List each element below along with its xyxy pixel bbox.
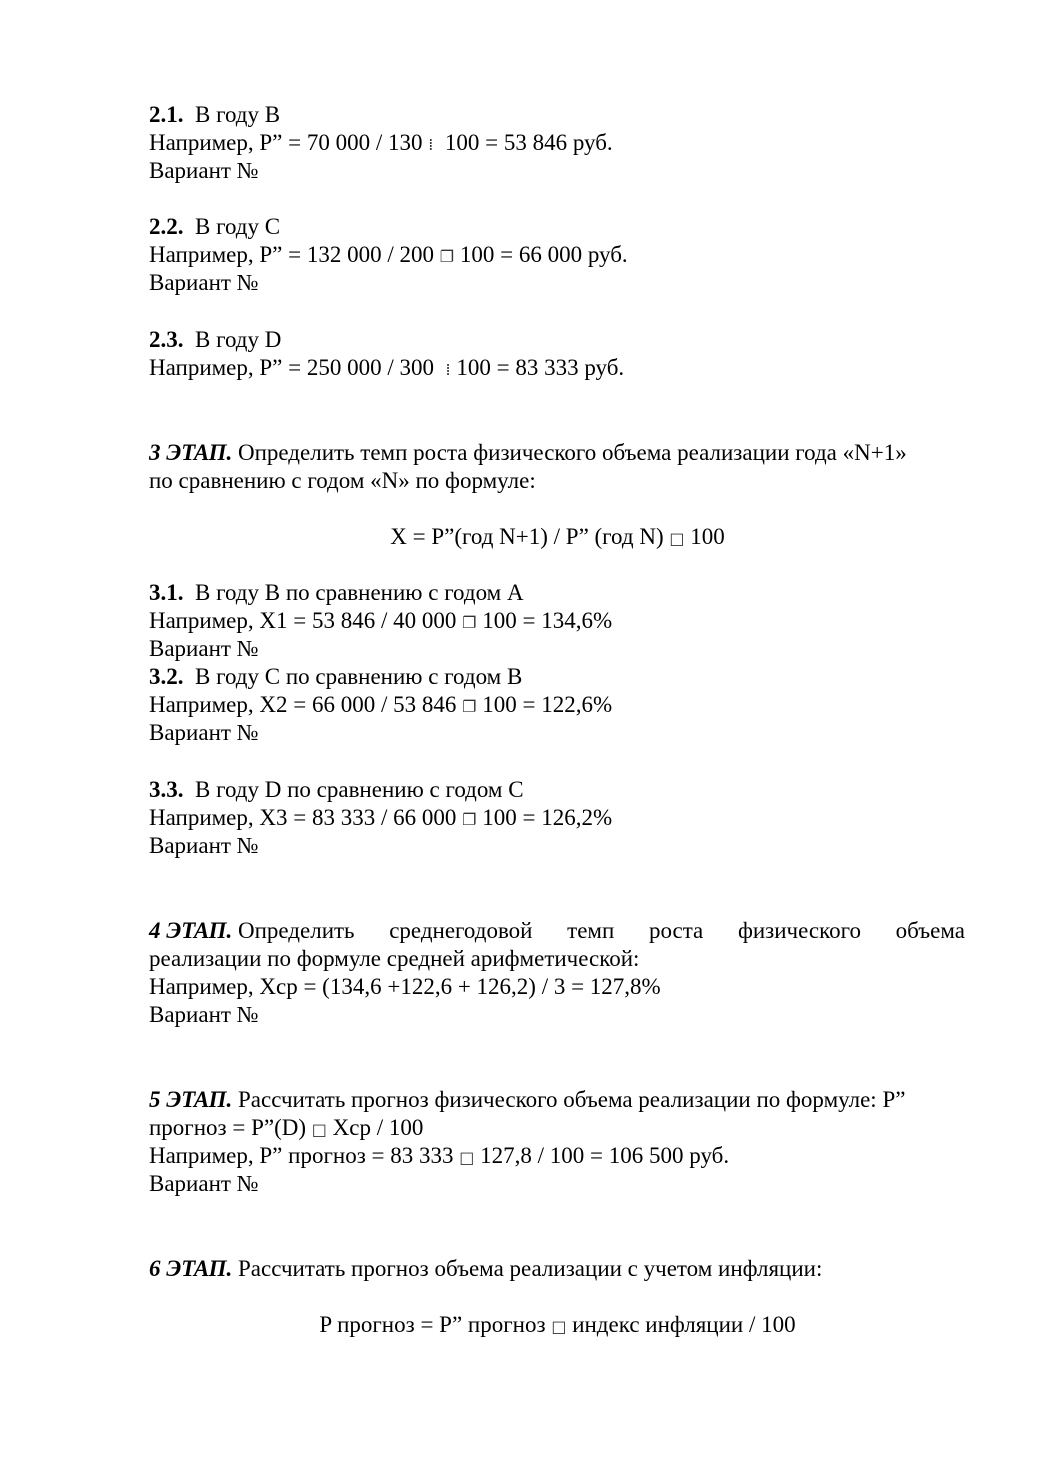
multiply-symbol-icon: ❐: [462, 810, 477, 829]
example-text: Например, P” = 250 000 / 300: [149, 355, 435, 380]
section-number: 3.3.: [149, 777, 184, 802]
section-title: В году С по сравнению с годом В: [195, 664, 523, 689]
section-title: В году D: [195, 327, 282, 352]
example-text: Например, X1 = 53 846 / 40 000: [149, 608, 457, 633]
variant-label: Вариант №: [149, 833, 259, 858]
stage-text: Рассчитать прогноз объема реализации с учетом инфляции:: [237, 1256, 823, 1281]
section-2-2-example: [149, 241, 628, 271]
example-result: 100 = 122,6%: [482, 692, 613, 717]
multiply-symbol-icon: □: [551, 1317, 567, 1336]
section-3-3-heading: [149, 776, 524, 804]
stage-6-formula: [0, 1311, 1039, 1341]
multiply-symbol-icon: □: [311, 1120, 327, 1139]
stage-4-line-1: [149, 917, 965, 945]
section-3-2-example: [149, 691, 612, 721]
variant-label: Вариант №: [149, 1171, 259, 1196]
section-number: 2.2.: [149, 214, 184, 239]
formula-text: P прогноз = P” прогноз: [319, 1312, 546, 1337]
stage-5-line-2: [149, 1114, 423, 1144]
stage-text: среднегодовой: [389, 918, 533, 943]
example-result: 127,8 / 100 = 106 500 руб.: [480, 1143, 730, 1168]
section-2-2-heading: [149, 213, 280, 241]
multiply-symbol-icon: ❐: [462, 613, 477, 632]
multiply-symbol-icon: ⁞: [445, 360, 451, 379]
multiply-symbol-icon: ⁞: [428, 135, 434, 154]
stage-label: 6 ЭТАП.: [149, 1256, 233, 1281]
example-text: Например, P” прогноз = 83 333: [149, 1143, 454, 1168]
section-title: В году D по сравнению с годом С: [195, 777, 524, 802]
example-result: 100 = 126,2%: [482, 805, 613, 830]
section-number: 3.2.: [149, 664, 184, 689]
multiply-symbol-icon: ❐: [439, 247, 455, 266]
section-title: В году С: [195, 214, 281, 239]
section-3-1-heading: [149, 579, 524, 607]
formula-text: индекс инфляции / 100: [572, 1312, 796, 1337]
section-2-3-heading: [149, 326, 281, 354]
stage-label: 3 ЭТАП.: [149, 440, 233, 465]
section-2-1-heading: [149, 101, 280, 129]
stage-6-line-1: [149, 1255, 822, 1283]
stage-text: роста: [648, 918, 704, 943]
stage-label: 5 ЭТАП.: [149, 1087, 233, 1112]
variant-label: Вариант №: [149, 158, 259, 183]
section-number: 2.3.: [149, 327, 184, 352]
stage-4-first-word: [149, 917, 355, 945]
section-3-2-heading: [149, 663, 522, 691]
stage-label: 4 ЭТАП.: [149, 918, 233, 943]
formula-text: Xср / 100: [332, 1115, 424, 1140]
example-text: Например, X2 = 66 000 / 53 846: [149, 692, 457, 717]
section-3-1-example: [149, 607, 612, 637]
variant-label: Вариант №: [149, 1002, 259, 1027]
multiply-symbol-icon: □: [669, 529, 685, 548]
formula-text: прогноз = P”(D): [149, 1115, 307, 1140]
stage-3-formula: [0, 523, 1039, 553]
formula-text: X = P”(год N+1) / P” (год N): [390, 524, 664, 549]
stage-3-line-1: [149, 439, 907, 467]
section-title: В году В по сравнению с годом А: [195, 580, 524, 605]
example-text: Например, P” = 132 000 / 200: [149, 242, 435, 267]
section-2-3-example: [149, 354, 624, 384]
variant-label: Вариант №: [149, 720, 259, 745]
stage-text: Определить: [237, 918, 355, 943]
example-text: Например, X3 = 83 333 / 66 000: [149, 805, 457, 830]
stage-4-example: Например, Xср = (134,6 +122,6 + 126,2) / 3 = 127,8%: [149, 974, 661, 999]
stage-text: Рассчитать прогноз физического объема реализации по формуле: P”: [237, 1087, 906, 1112]
stage-text: физического: [737, 918, 861, 943]
formula-text: 100: [690, 524, 725, 549]
stage-5-example: [149, 1142, 729, 1172]
example-text: Например, P” = 70 000 / 130: [149, 130, 423, 155]
stage-3-line-2: по сравнению с годом «N» по формуле:: [149, 468, 536, 493]
variant-label: Вариант №: [149, 636, 259, 661]
section-number: 3.1.: [149, 580, 184, 605]
section-3-3-example: [149, 804, 612, 834]
multiply-symbol-icon: ❐: [462, 697, 477, 716]
example-result: 100 = 83 333 руб.: [456, 355, 625, 380]
stage-text: Определить темп роста физического объема реализации года «N+1»: [237, 440, 907, 465]
stage-text: темп: [567, 918, 615, 943]
section-2-1-example: [149, 129, 613, 159]
stage-5-line-1: [149, 1086, 905, 1114]
section-title: В году В: [195, 102, 281, 127]
example-result: 100 = 53 846 руб.: [444, 130, 613, 155]
stage-text: объема: [895, 918, 965, 943]
example-result: 100 = 66 000 руб.: [459, 242, 628, 267]
example-result: 100 = 134,6%: [482, 608, 613, 633]
variant-label: Вариант №: [149, 270, 259, 295]
stage-4-line-2: реализации по формуле средней арифметической:: [149, 946, 640, 971]
multiply-symbol-icon: □: [459, 1148, 475, 1167]
section-number: 2.1.: [149, 102, 184, 127]
